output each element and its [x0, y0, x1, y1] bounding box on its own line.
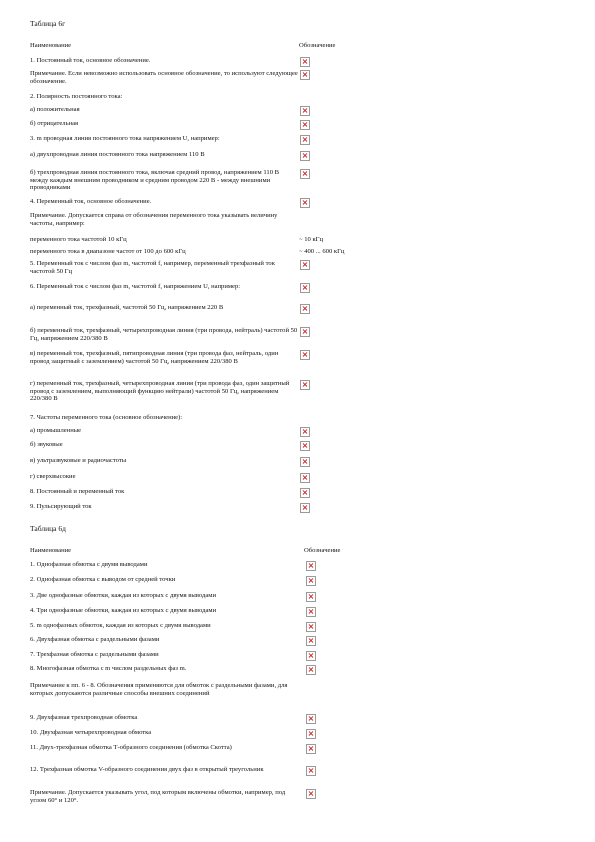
- row-name: в) переменный ток, трехфазный, пятипроводная линия (три провода фаз, нейтраль, один провод защитный с заземлением) частотой 50 Гц, напряжением 220/380 В: [30, 350, 279, 365]
- broken-image-icon: [300, 427, 310, 437]
- broken-image-icon: [306, 714, 316, 724]
- broken-image-icon: [300, 135, 310, 145]
- row-name: 6. Двухфазная обмотка с раздельными фазами: [30, 636, 160, 643]
- row-name: 9. Пульсирующий ток: [30, 503, 92, 510]
- row-name: Примечание. Допускается указывать угол, под которым включены обмотки, например, под углом 60° и 120°.: [30, 789, 286, 804]
- row-name: а) переменный ток, трехфазный, частотой 50 Гц, напряжением 220 В: [30, 304, 224, 311]
- broken-image-icon: [300, 488, 310, 498]
- broken-image-icon: [300, 380, 310, 390]
- broken-image-icon: [300, 457, 310, 467]
- broken-image-icon: [300, 57, 310, 67]
- row-name: б) трехпроводная линия постоянного тока, включая средний провод, напряжением 110 В между каждым внешним проводником и средним проводом 220 В - между внешними проводниками: [30, 169, 280, 192]
- broken-image-icon: [300, 198, 310, 208]
- row-name: 9. Двухфазная трехпроводная обмотка: [30, 714, 138, 721]
- row-name: переменного тока в диапазоне частот от 100 до 600 кГц: [30, 248, 186, 255]
- broken-image-icon: [300, 304, 310, 314]
- broken-image-icon: [306, 665, 316, 675]
- broken-image-icon: [306, 789, 316, 799]
- broken-image-icon: [306, 607, 316, 617]
- row-name: 11. Двух-трехфазная обмотка Т-образного соединения (обмотка Скотта): [30, 744, 232, 751]
- broken-image-icon: [300, 327, 310, 337]
- row-name: а) двухпроводная линия постоянного тока напряжением 110 В: [30, 151, 205, 158]
- table-6d-title: Таблица 6д: [30, 524, 66, 533]
- row-name: Примечание к пп. 6 - 8. Обозначения применяются для обмоток с раздельными фазами, для которых допускаются различные способы внешних соединений: [30, 682, 288, 697]
- row-name: 4. Переменный ток, основное обозначение.: [30, 198, 152, 205]
- row-name: 1. Постоянный ток, основное обозначение.: [30, 57, 151, 64]
- row-name: г) переменный ток, трехфазный, четырехпроводная линия (три провода фаз, один защитный провод с заземлением, выполняющий функцию нейтрали) частотой 50 Гц, напряжением 220/380 В: [30, 380, 290, 403]
- row-name: а) промышленные: [30, 427, 82, 434]
- row-name: б) переменный ток, трехфазный, четырехпроводная линия (три провода, нейтраль) частотой 50 Гц, напряжением 220/380 В: [30, 327, 298, 342]
- column-header-symbol: Обозначение: [304, 547, 341, 554]
- row-name: б) звуковые: [30, 441, 63, 448]
- row-name: б) отрицательная: [30, 120, 79, 127]
- row-name: 7. Трехфазная обмотка с раздельными фазами: [30, 651, 159, 658]
- broken-image-icon: [306, 592, 316, 602]
- broken-image-icon: [300, 441, 310, 451]
- row-name: 8. Постоянный и переменный ток: [30, 488, 125, 495]
- broken-image-icon: [300, 151, 310, 161]
- row-name: 2. Полярность постоянного тока:: [30, 93, 123, 100]
- broken-image-icon: [306, 622, 316, 632]
- row-name: а) положительная: [30, 106, 80, 113]
- row-name: 2. Однофазная обмотка с выводом от средней точки: [30, 576, 176, 583]
- broken-image-icon: [306, 766, 316, 776]
- row-name: в) ультразвуковые и радиочастоты: [30, 457, 127, 464]
- table-6d-header: [30, 547, 360, 556]
- row-name: 6. Переменный ток с числом фаз m, частотой f, напряжением U, например:: [30, 283, 241, 290]
- row-name: 3. Две однофазные обмотки, каждая из которых с двумя выводами: [30, 592, 217, 599]
- row-name: 4. Три однофазные обмотки, каждая из которых с двумя выводами: [30, 607, 217, 614]
- column-header-symbol: Обозначение: [299, 42, 336, 49]
- row-name: 7. Частоты переменного тока (основное обозначение):: [30, 414, 183, 421]
- broken-image-icon: [300, 350, 310, 360]
- row-name: 12. Трехфазная обмотка V-образного соединения двух фаз в открытый треугольник: [30, 766, 264, 773]
- broken-image-icon: [300, 503, 310, 513]
- row-name: 10. Двухфазная четырехпроводная обмотка: [30, 729, 152, 736]
- row-name: г) сверхвысокие: [30, 473, 76, 480]
- row-name: Примечание. Допускается справа от обозначения переменного тока указывать величину частоты, например:: [30, 212, 278, 227]
- broken-image-icon: [300, 473, 310, 483]
- row-name: 1. Однофазная обмотка с двумя выводами: [30, 561, 148, 568]
- broken-image-icon: [306, 729, 316, 739]
- row-name: Примечание. Если невозможно использовать основное обозначение, то используют следующее обозначение.: [30, 70, 298, 85]
- row-name: 8. Многофазная обмотка с m числом раздельных фаз m.: [30, 665, 187, 672]
- broken-image-icon: [306, 651, 316, 661]
- row-name: 5. Переменный ток с числом фаз m, частотой f, например, переменный трехфазный ток частотой 50 Гц: [30, 260, 275, 275]
- row-name: переменного тока частотой 10 кГц: [30, 236, 127, 243]
- broken-image-icon: [300, 70, 310, 80]
- row-name: 3. m проводная линия постоянного тока напряжением U, например:: [30, 135, 220, 142]
- table-6g-title: Таблица 6г: [30, 19, 66, 28]
- column-header-name: Наименование: [30, 42, 72, 49]
- column-header-name: Наименование: [30, 547, 72, 554]
- broken-image-icon: [306, 744, 316, 754]
- table-6g-header: [30, 42, 360, 51]
- row-name: 5. m однофазных обмоток, каждая из которых с двумя выводами: [30, 622, 211, 629]
- row-symbol-text: ~ 10 кГц: [299, 236, 324, 243]
- row-symbol-text: ~ 400 ... 600 кГц: [299, 248, 345, 255]
- broken-image-icon: [300, 120, 310, 130]
- broken-image-icon: [306, 561, 316, 571]
- broken-image-icon: [306, 636, 316, 646]
- broken-image-icon: [300, 106, 310, 116]
- broken-image-icon: [300, 169, 310, 179]
- broken-image-icon: [300, 260, 310, 270]
- broken-image-icon: [300, 283, 310, 293]
- broken-image-icon: [306, 576, 316, 586]
